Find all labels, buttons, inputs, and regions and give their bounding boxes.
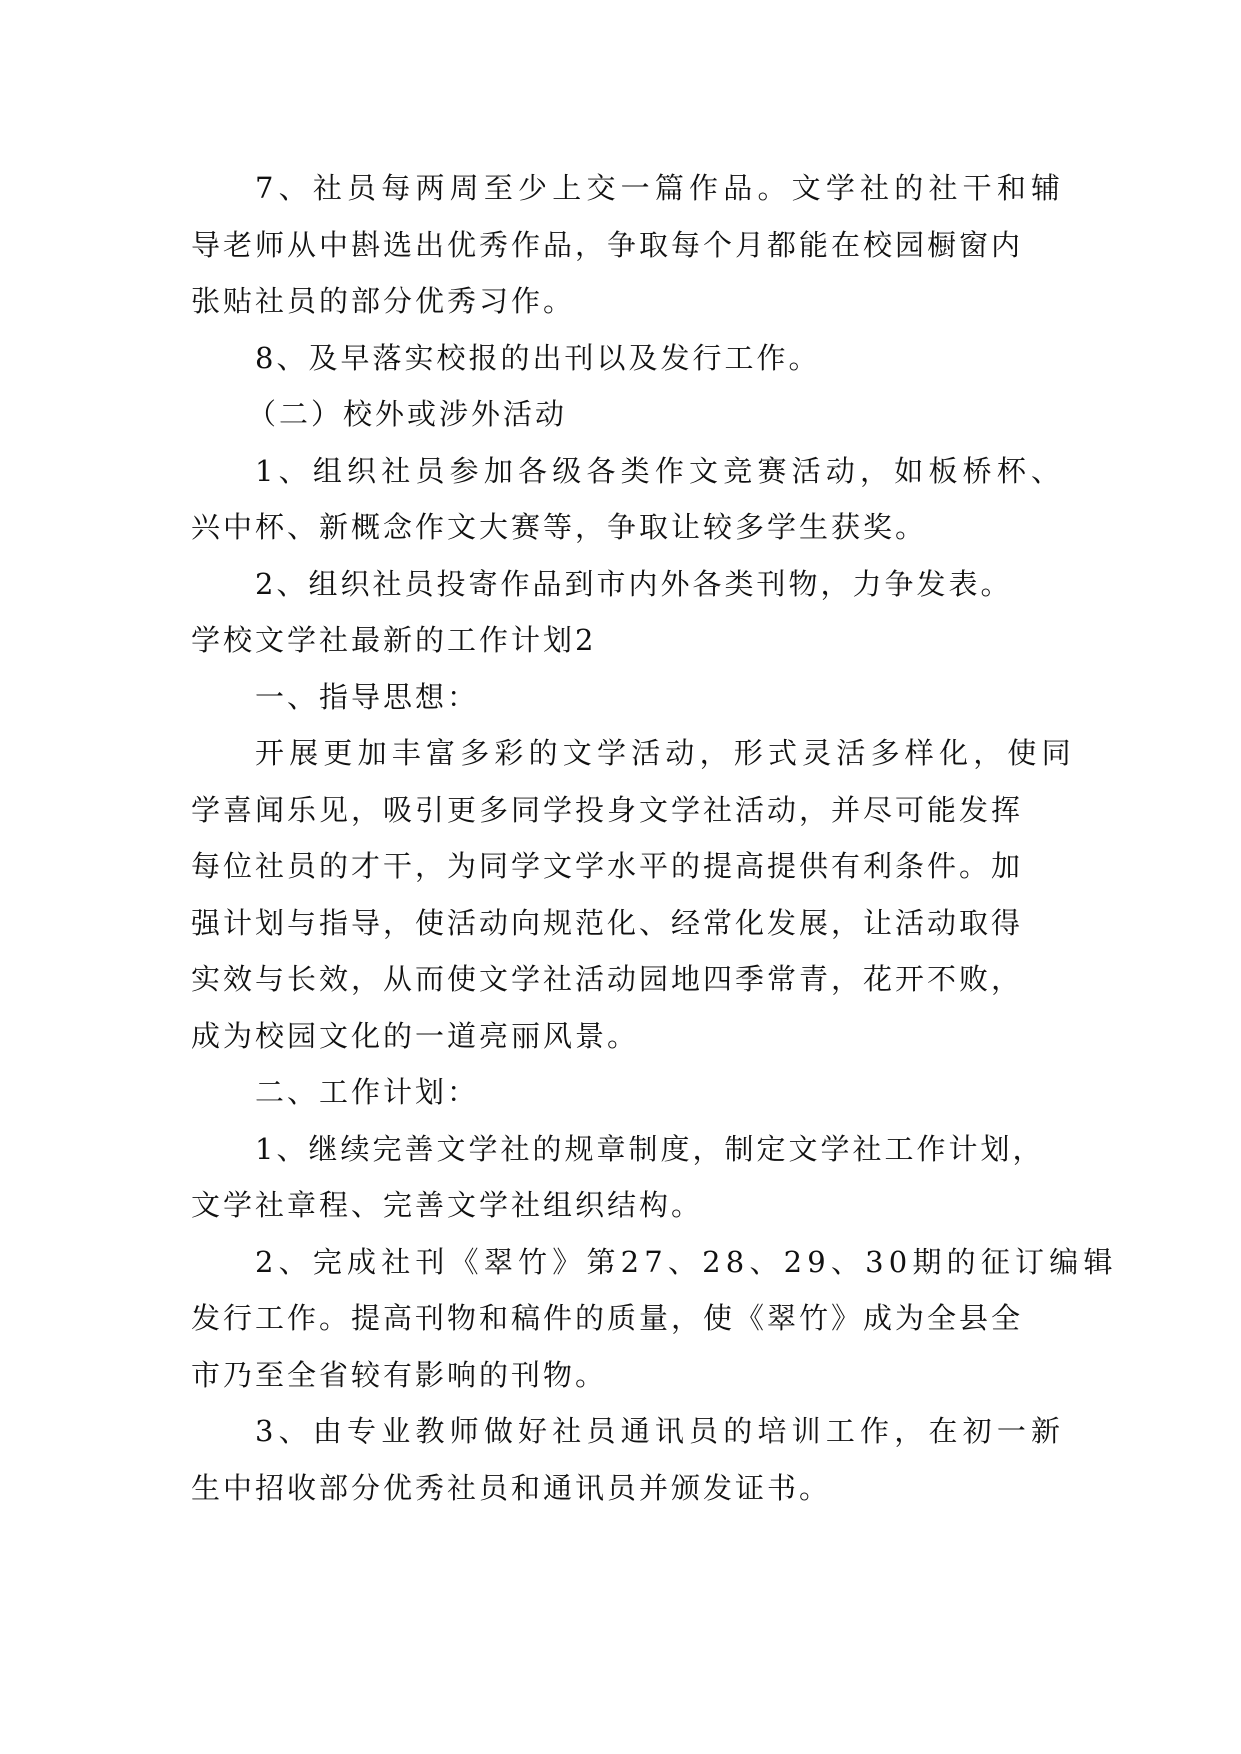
paragraph-line: 文学社章程、完善文学社组织结构。: [191, 1188, 704, 1222]
paragraph-line: 8、及早落实校报的出刊以及发行工作。: [255, 340, 821, 375]
paragraph-line: 2、完成社刊《翠竹》第27、28、29、30期的征订编辑: [255, 1244, 1118, 1279]
paragraph-line: 兴中杯、新概念作文大赛等，争取让较多学生获奖。: [191, 510, 928, 544]
paragraph-line: 市乃至全省较有影响的刊物。: [191, 1357, 608, 1392]
paragraph-line: 发行工作。提高刊物和稿件的质量，使《翠竹》成为全县全: [191, 1301, 1024, 1335]
section-heading: 二、工作计划：: [255, 1075, 480, 1109]
document-title: 学校文学社最新的工作计划2: [191, 623, 597, 657]
section-heading: （二）校外或涉外活动: [247, 397, 568, 431]
paragraph-line: 3、由专业教师做好社员通讯员的培训工作，在初一新: [255, 1414, 1066, 1448]
paragraph-line: 1、继续完善文学社的规章制度，制定文学社工作计划，: [255, 1131, 1045, 1166]
paragraph-line: 1、组织社员参加各级各类作文竞赛活动，如板桥杯、: [255, 453, 1066, 488]
paragraph-line: 每位社员的才干，为同学文学水平的提高提供有利条件。加: [191, 849, 1024, 883]
paragraph-line: 强计划与指导，使活动向规范化、经常化发展，让活动取得: [191, 905, 1024, 940]
paragraph-line: 导老师从中斟选出优秀作品，争取每个月都能在校园橱窗内: [191, 227, 1024, 262]
paragraph-line: 张贴社员的部分优秀习作。: [191, 284, 576, 318]
paragraph-line: 成为校园文化的一道亮丽风景。: [191, 1018, 640, 1053]
paragraph-line: 7、社员每两周至少上交一篇作品。文学社的社干和辅: [255, 171, 1066, 205]
paragraph-line: 生中招收部分优秀社员和通讯员并颁发证书。: [191, 1470, 832, 1505]
section-heading: 一、指导思想：: [255, 679, 480, 714]
paragraph-line: 2、组织社员投寄作品到市内外各类刊物，力争发表。: [255, 566, 1013, 601]
paragraph-line: 实效与长效，从而使文学社活动园地四季常青，花开不败，: [191, 962, 1024, 996]
paragraph-line: 学喜闻乐见，吸引更多同学投身文学社活动，并尽可能发挥: [191, 792, 1024, 827]
document-body: [191, 160, 1118, 1516]
paragraph-line: 开展更加丰富多彩的文学活动，形式灵活多样化，使同: [255, 736, 1076, 770]
